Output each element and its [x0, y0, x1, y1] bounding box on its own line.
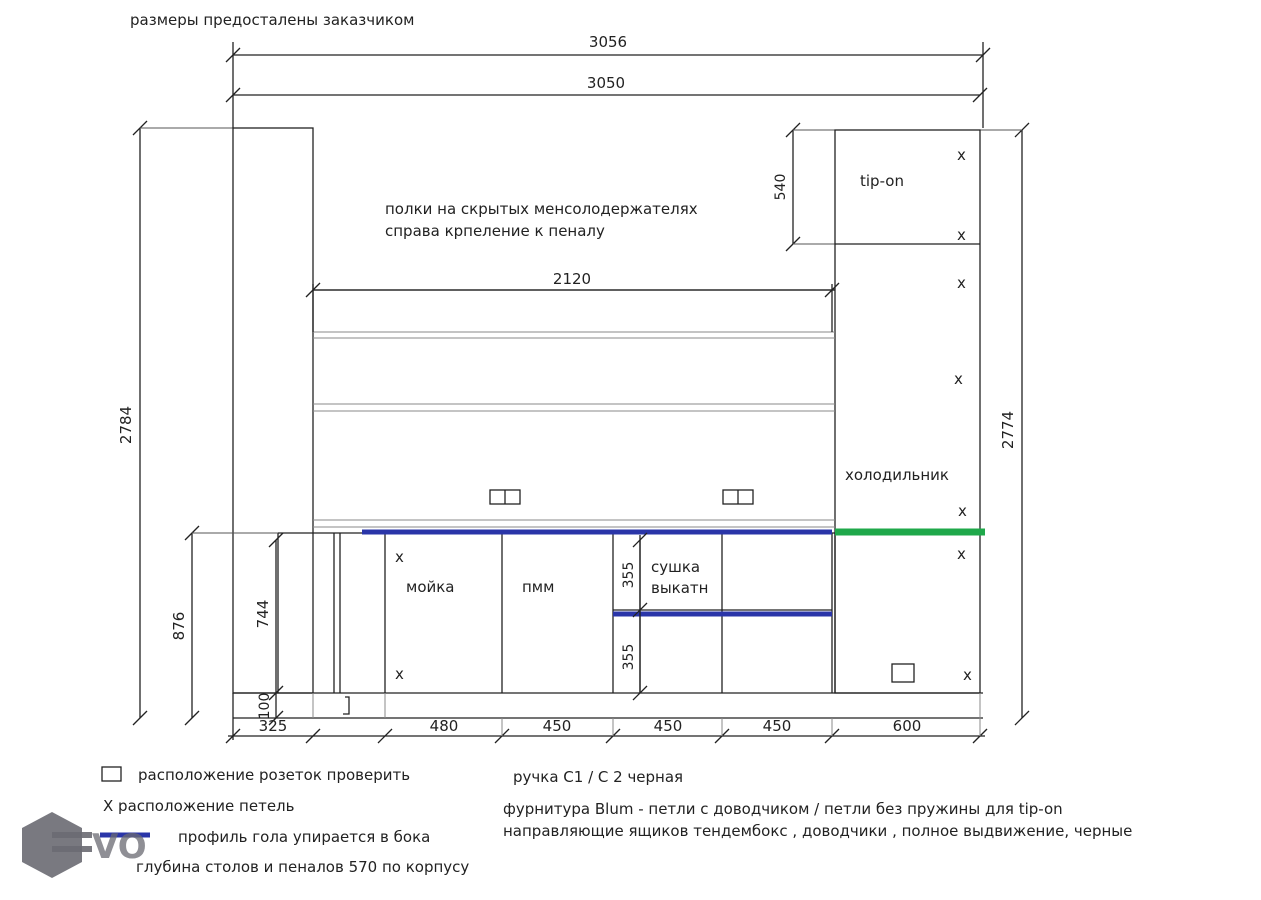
dim-left-height-label: 2784: [117, 405, 135, 445]
dim-upper-width-label: 2120: [552, 270, 592, 288]
dim-bottom-1: 480: [429, 717, 459, 735]
hinge-mark: x: [957, 274, 966, 292]
hinge-mark: x: [395, 548, 404, 566]
dim-right-height-label: 2774: [999, 410, 1017, 450]
fridge-label: холодильник: [845, 466, 949, 484]
handle-note: ручка С1 / С 2 черная: [513, 768, 684, 786]
dim-upper-width: [306, 270, 839, 332]
hinge-mark: x: [958, 502, 967, 520]
hinge-mark: x: [957, 545, 966, 563]
hinge-mark: x: [954, 370, 963, 388]
legend-hinges: Х расположение петель: [103, 797, 295, 815]
dim-total-inner-label: 3050: [586, 74, 626, 92]
socket-icon: [490, 490, 520, 504]
socket-legend-icon: [102, 767, 121, 781]
shelves-note-line2: справа крпеление к пеналу: [385, 222, 605, 240]
hardware-note-line1: фурнитура Blum - петли с доводчиком / петли без пружины для tip-on: [503, 800, 1063, 818]
logo-hexagon: [22, 812, 82, 878]
sink-label: мойка: [406, 578, 455, 596]
legend-depth: глубина столов и пеналов 570 по корпусу: [136, 858, 470, 876]
hinge-mark: x: [395, 665, 404, 683]
header-note: размеры предосталены заказчиком: [130, 11, 415, 29]
cabinet-outlines: [233, 128, 983, 740]
tip-on-label: tip-on: [860, 172, 904, 190]
dim-bottom-5: 600: [892, 717, 922, 735]
dim-dryer-bottom-label: 355: [621, 643, 637, 671]
socket-icon: [723, 490, 753, 504]
hinge-mark: x: [957, 226, 966, 244]
dishwasher-label: пмм: [522, 578, 555, 596]
shelves-note-line1: полки на скрытых менсолодержателях: [385, 200, 698, 218]
logo-text: VO: [92, 827, 147, 867]
dim-bottom-2: 450: [542, 717, 572, 735]
logo: [22, 812, 147, 878]
dim-base-body-label: 744: [254, 599, 272, 629]
dryer-label-line1: сушка: [651, 558, 701, 576]
dim-plinth-label: 100: [257, 692, 273, 720]
legend-sockets: расположение розеток проверить: [138, 766, 411, 784]
dim-base-total-label: 876: [170, 611, 188, 641]
dim-bottom-4: 450: [762, 717, 792, 735]
dim-bottom-0: 325: [258, 717, 288, 735]
hinge-mark: x: [963, 666, 972, 684]
dim-total-inner: [226, 74, 987, 102]
dim-total-outer-label: 3056: [588, 33, 628, 51]
dim-top-cabinet: [773, 123, 835, 251]
dim-right-height: [980, 123, 1029, 725]
hinge-mark: x: [957, 146, 966, 164]
socket-icon: [892, 664, 914, 682]
legend-gola: профиль гола упирается в бока: [178, 828, 431, 846]
dim-bottom-3: 450: [653, 717, 683, 735]
dim-top-cabinet-label: 540: [773, 173, 789, 201]
dim-dryer-top-label: 355: [621, 561, 637, 589]
dryer-label-line2: выкатн: [651, 579, 709, 597]
hardware-note-line2: направляющие ящиков тендембокс , доводчики , полное выдвижение, черные: [503, 822, 1133, 840]
